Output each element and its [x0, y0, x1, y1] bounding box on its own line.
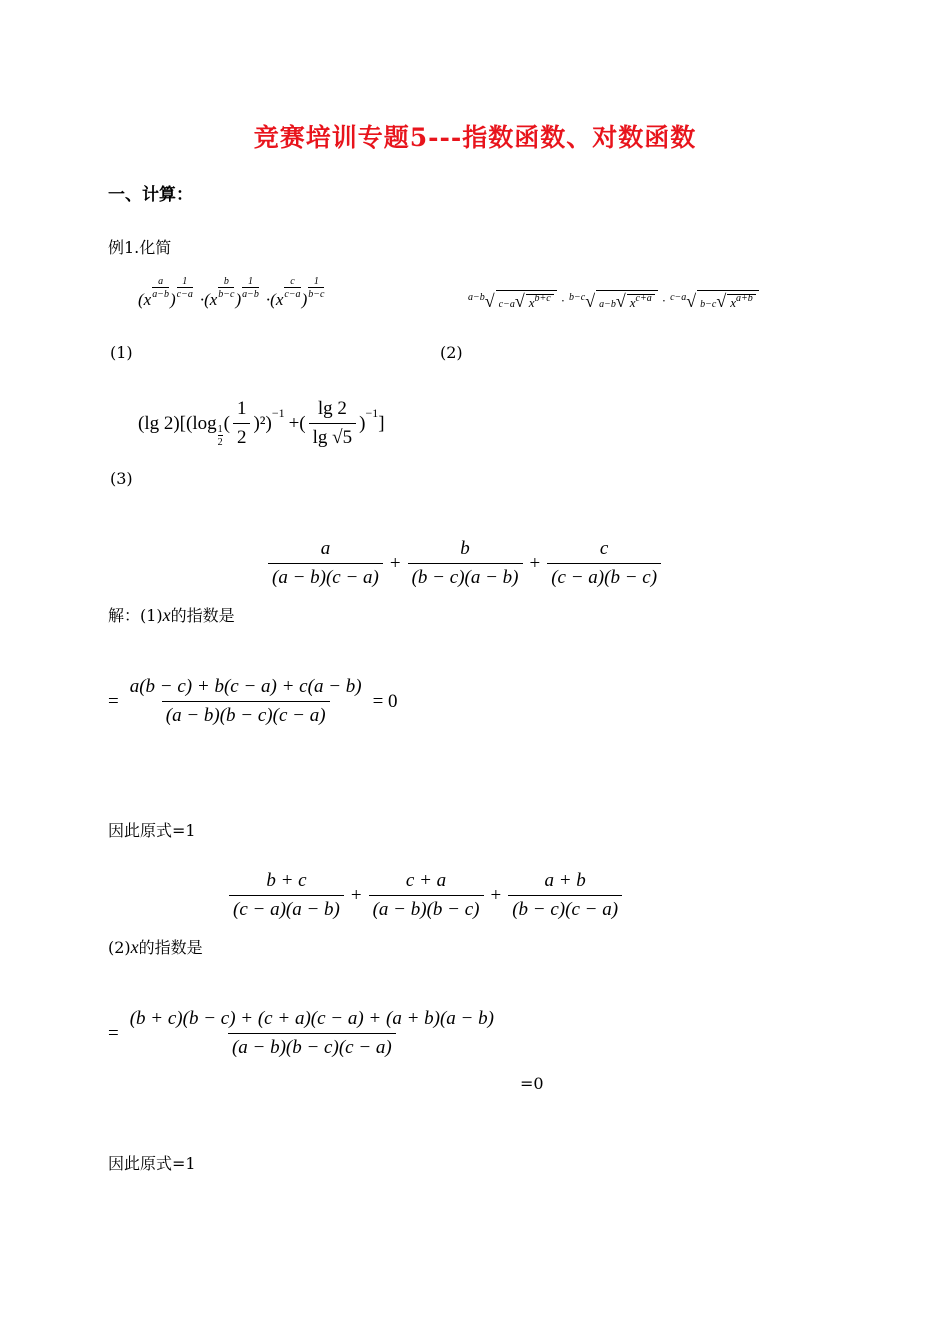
expr2-index-3: c−a: [670, 291, 687, 303]
section-heading-calculation: 一、计算：: [108, 185, 193, 205]
expr1-exp-2: b b−c: [218, 276, 235, 300]
solution-2-var: x: [130, 937, 139, 957]
solution-2-line: [108, 935, 203, 958]
expression-3: [138, 398, 385, 449]
page-title: 竞赛培训专题5---指数函数、对数函数: [253, 123, 697, 152]
expr2-root-3: b−c√ $x^{a+b}$: [697, 290, 759, 312]
solution-1-label: 解：(1): [108, 606, 163, 625]
expr1-close-3: ): [301, 290, 308, 309]
solution-2-label: (2): [108, 938, 131, 957]
solution-1-var: x: [162, 605, 171, 625]
expr3-inverse-2: −1: [365, 406, 379, 420]
eq2-fraction: $\frac{(b + c)(b - c) + (c + a)(c - a) + (a + b)(a - b)}{(a - b)(b - c)(c - a)}$: [129, 1008, 494, 1058]
equation-2-result: =0: [520, 1074, 544, 1093]
expr3-bracket: ]: [378, 412, 385, 434]
sum1-term-2: $\frac{b}{(b - c)(a - b)}$: [408, 538, 523, 589]
expr1-base-3: ·(x: [265, 290, 284, 309]
eq2-equals: =: [108, 1022, 119, 1044]
expr3-lead: (lg 2)[(log: [138, 412, 217, 434]
expr2-index-1: a−b: [468, 291, 485, 303]
expr1-base-1: (x: [138, 290, 152, 309]
equation-1: [108, 676, 402, 727]
expr3-open: (: [223, 412, 230, 434]
expr2-dot-2: ·: [661, 293, 667, 308]
expr3-lg-fraction: $\frac{\lg 2}{\lg √5}$: [309, 398, 356, 449]
expr1-outer-exp-1: 1 c−a: [176, 276, 193, 300]
label-part-3: (3): [110, 469, 133, 488]
solution-2-text: 的指数是: [138, 938, 203, 957]
expr3-half: $\frac{1}{2}$: [233, 398, 251, 449]
solution-1-line: [108, 603, 235, 626]
expr3-plus: +(: [288, 412, 306, 434]
sum2-term-2: $\frac{c + a}{(a - b)(b - c)}$: [369, 870, 484, 921]
eq1-fraction: $\frac{a(b - c) + b(c - a) + c(a - b)}{(a - b)(b - c)(c - a)}$: [129, 676, 362, 726]
solution-1-text: 的指数是: [170, 606, 235, 625]
sum1-plus-1: +: [389, 552, 401, 574]
expression-1: [138, 276, 325, 312]
expr2-dot-1: ·: [560, 293, 566, 308]
exponent-sum-2: [226, 870, 625, 921]
expr1-exp-1: a a−b: [152, 276, 169, 300]
expression-2: a−b √ c−a√ $x^{b+c}$ · b−c √ a−b√ $x^{c+a}$ · c−a √ b−c√ $x^{a+b}$: [468, 290, 759, 312]
eq1-equals: =: [108, 690, 119, 712]
expr1-outer-exp-3: 1 b−c: [308, 276, 325, 300]
expr1-outer-exp-2: 1 a−b: [242, 276, 259, 300]
sum1-plus-2: +: [529, 552, 541, 574]
expr2-index-2: b−c: [569, 291, 586, 303]
label-part-2: (2): [440, 343, 463, 362]
expr1-close-1: ): [169, 290, 176, 309]
sum2-term-3: $\frac{a + b}{(b - c)(c - a)}$: [508, 870, 622, 921]
sum2-term-1: $\frac{b + c}{(c - a)(a - b)}$: [229, 870, 344, 921]
expr2-root-1: c−a√ $x^{b+c}$: [496, 290, 557, 312]
expr3-pow: )²): [253, 412, 272, 434]
expr3-inverse: −1: [271, 406, 285, 420]
label-part-1: (1): [110, 343, 133, 362]
conclusion-2: 因此原式=1: [108, 1154, 196, 1173]
expr1-close-2: ): [235, 290, 242, 309]
equation-2: [108, 1008, 501, 1059]
sum2-plus-2: +: [490, 884, 502, 906]
sum1-term-3: $\frac{c}{(c - a)(b - c)}$: [547, 538, 661, 589]
expr3-end: ): [359, 412, 366, 434]
expr1-base-2: ·(x: [199, 290, 218, 309]
sum2-plus-1: +: [350, 884, 362, 906]
example-label: 例1.化简: [108, 238, 172, 257]
expr3-log-base: 1 2: [217, 423, 223, 448]
expr1-exp-3: c c−a: [284, 276, 301, 300]
exponent-sum-1: [265, 538, 664, 589]
eq1-rhs: = 0: [372, 690, 398, 712]
expr2-root-2: a−b√ $x^{c+a}$: [596, 290, 658, 312]
conclusion-1: 因此原式=1: [108, 821, 196, 840]
sum1-term-1: $\frac{a}{(a - b)(c - a)}$: [268, 538, 383, 589]
